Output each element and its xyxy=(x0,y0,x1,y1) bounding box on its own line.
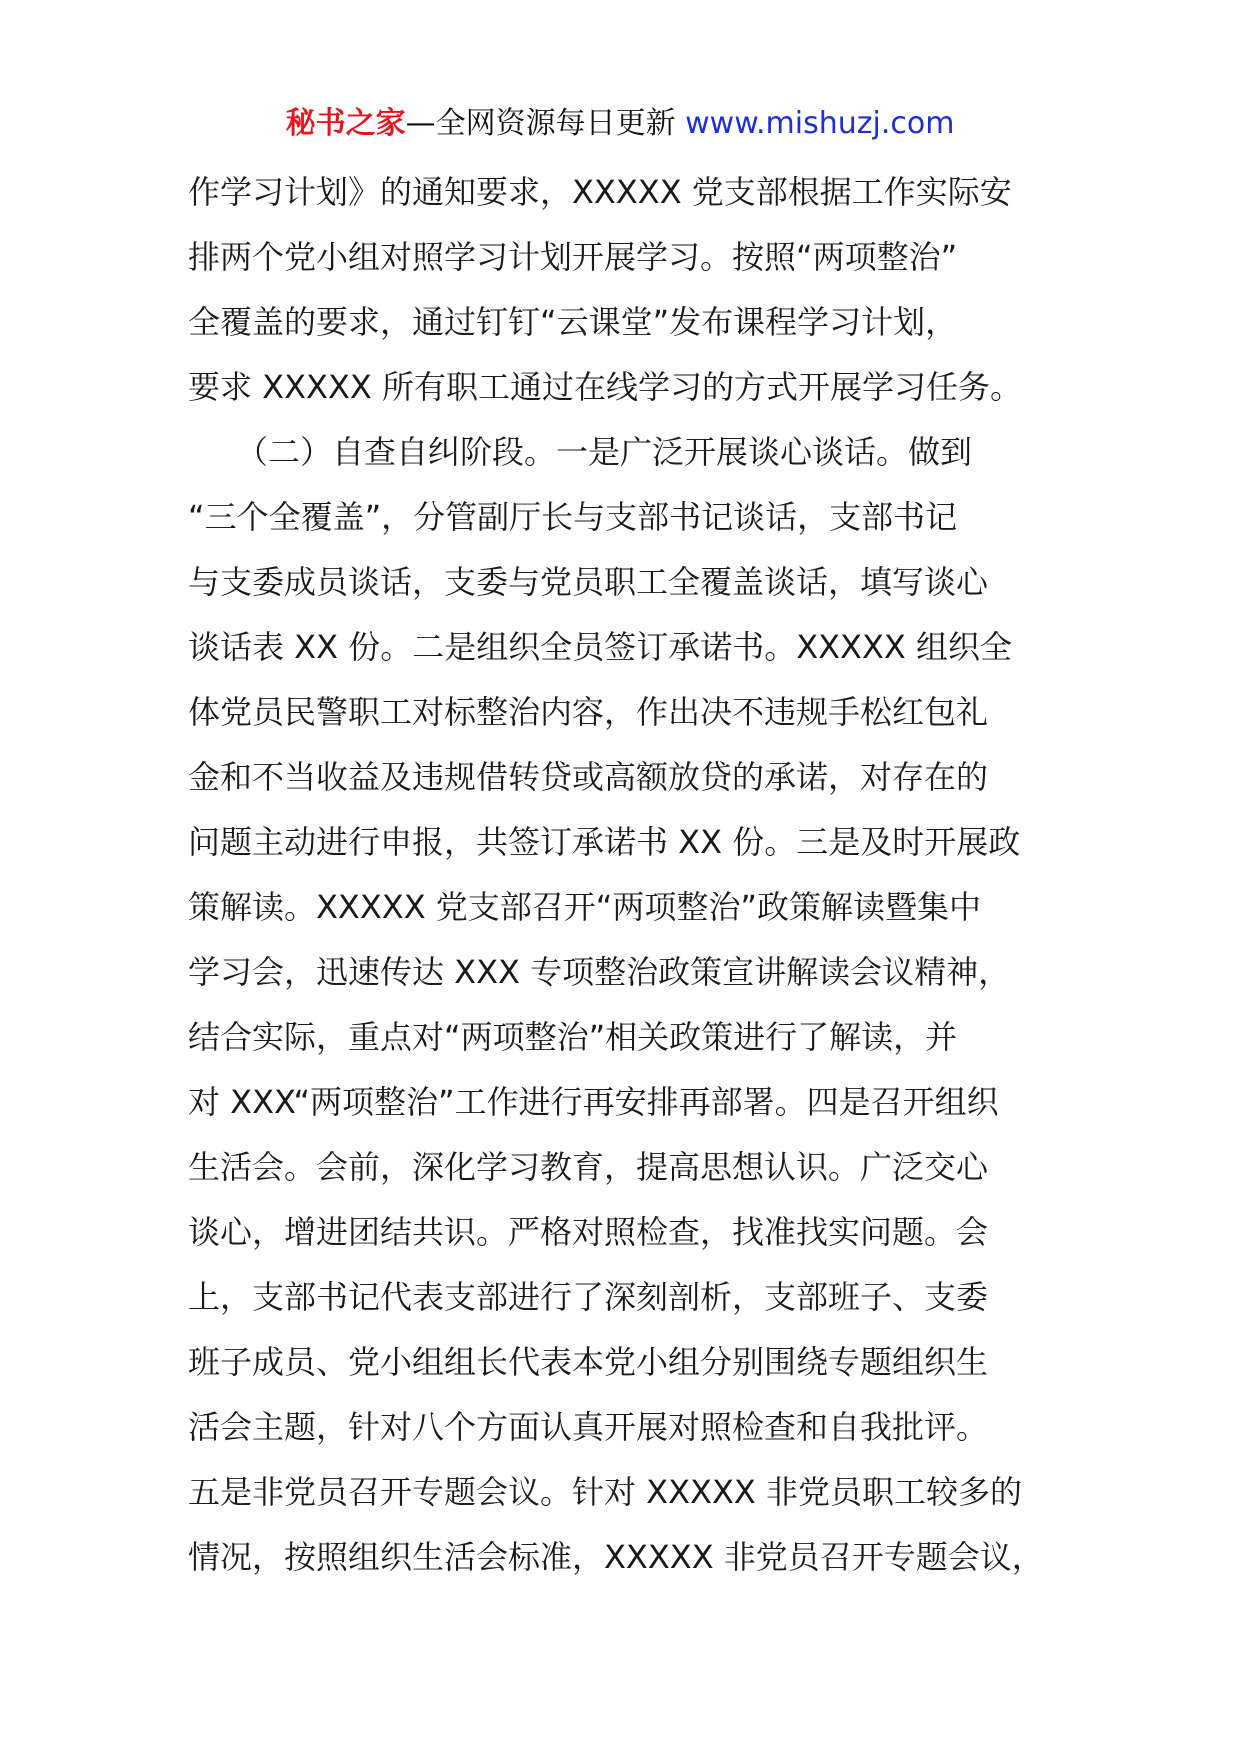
text-line: 生活会。会前，深化学习教育，提高思想认识。广泛交心 xyxy=(188,1148,989,1186)
text-line: 上，支部书记代表支部进行了深刻剖析，支部班子、支委 xyxy=(188,1278,989,1316)
text-line: 五是非党员召开专题会议。针对 XXXXX 非党员职工较多的 xyxy=(188,1473,1022,1511)
text-line: “三个全覆盖”，分管副厅长与支部书记谈话，支部书记 xyxy=(188,498,958,536)
text-line: 策解读。XXXXX 党支部召开“两项整治”政策解读暨集中 xyxy=(188,888,981,926)
text-line: 体党员民警职工对标整治内容，作出决不违规手松红包礼 xyxy=(188,693,989,731)
text-line: （二）自查自纠阶段。一是广泛开展谈心谈话。做到 xyxy=(188,433,973,471)
site-brand: 秘书之家 xyxy=(285,106,406,141)
site-url-link[interactable]: www.mishuzj.com xyxy=(685,106,955,141)
text-line: 作学习计划》的通知要求，XXXXX 党支部根据工作实际安 xyxy=(188,173,1012,211)
text-line: 要求 XXXXX 所有职工通过在线学习的方式开展学习任务。 xyxy=(188,368,1022,406)
text-line: 与支委成员谈话，支委与党员职工全覆盖谈话，填写谈心 xyxy=(188,563,989,601)
page-header xyxy=(0,100,1240,148)
text-line: 问题主动进行申报，共签订承诺书 XX 份。三是及时开展政 xyxy=(188,823,1021,861)
text-line: 全覆盖的要求，通过钉钉“云课堂”发布课程学习计划， xyxy=(188,303,958,341)
text-line: 谈话表 XX 份。二是组织全员签订承诺书。XXXXX 组织全 xyxy=(188,628,1012,666)
text-line: 学习会，迅速传达 XXX 专项整治政策宣讲解读会议精神， xyxy=(188,953,1011,991)
text-line: 谈心，增进团结共识。严格对照检查，找准找实问题。会 xyxy=(188,1213,989,1251)
text-line: 对 XXX“两项整治”工作进行再安排再部署。四是召开组织 xyxy=(188,1083,999,1121)
site-tagline: —全网资源每日更新 xyxy=(405,106,676,141)
text-line: 情况，按照组织生活会标准，XXXXX 非党员召开专题会议， xyxy=(188,1538,1044,1576)
text-line: 活会主题，针对八个方面认真开展对照检查和自我批评。 xyxy=(188,1408,989,1446)
text-line: 金和不当收益及违规借转贷或高额放贷的承诺，对存在的 xyxy=(188,758,989,796)
document-body xyxy=(188,160,1088,1590)
text-line: 班子成员、党小组组长代表本党小组分别围绕专题组织生 xyxy=(188,1343,989,1381)
text-line: 排两个党小组对照学习计划开展学习。按照“两项整治” xyxy=(188,238,958,276)
text-line: 结合实际，重点对“两项整治”相关政策进行了解读，并 xyxy=(188,1018,958,1056)
